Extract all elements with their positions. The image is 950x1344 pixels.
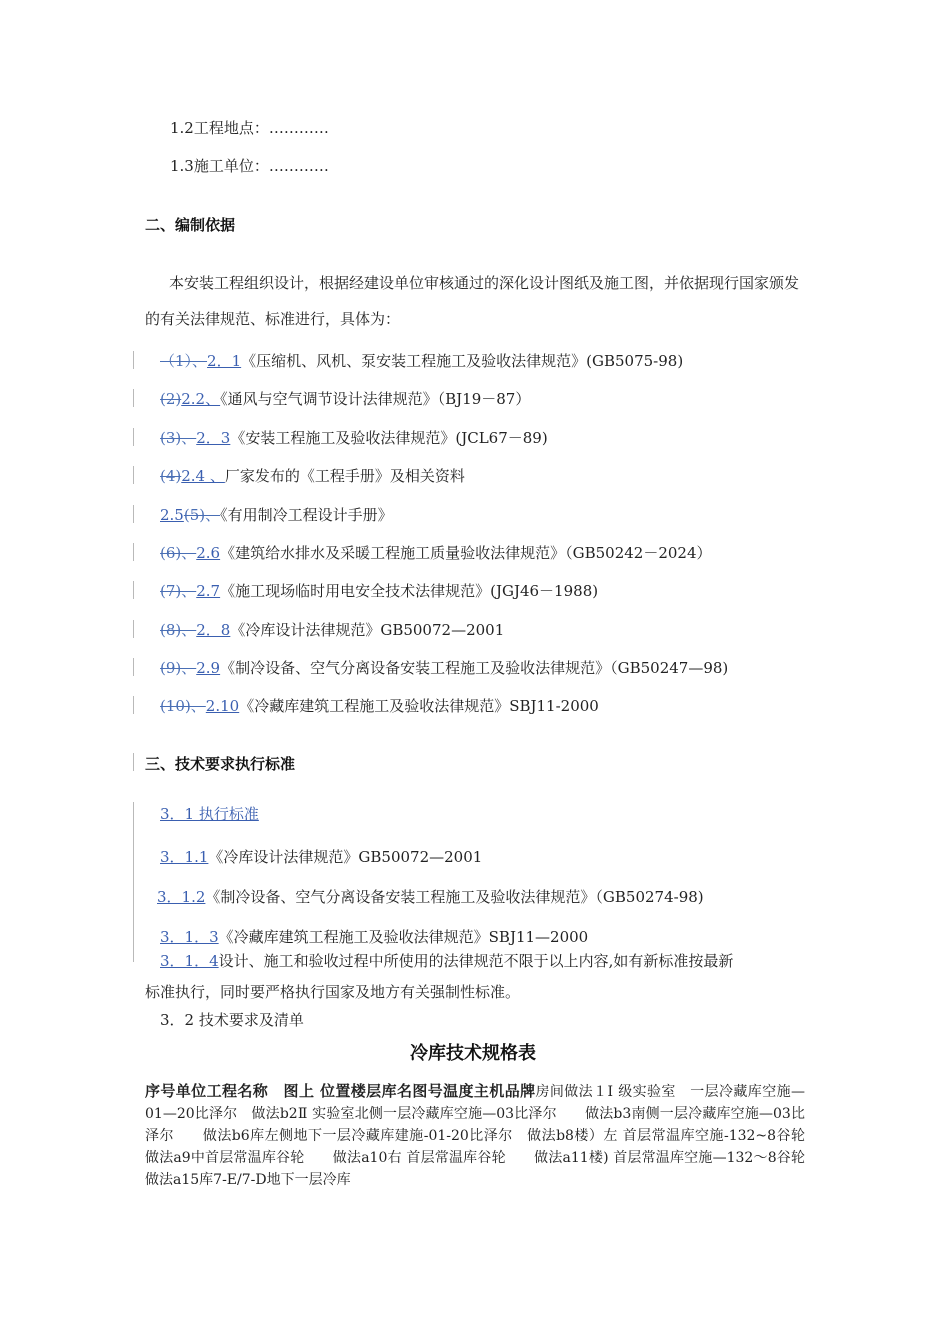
inserted-number-link[interactable]: 2.2、 — [181, 390, 221, 408]
deleted-number: (10)、 — [160, 697, 206, 715]
section-2-heading: 二、编制依据 — [145, 216, 236, 234]
item-1-2: 1.2工程地点：………… — [170, 119, 329, 137]
standard-text: 《冷藏库建筑工程施工及验收法律规范》SBJ11—2000 — [218, 928, 589, 946]
reference-text: 《压缩机、风机、泵安装工程施工及验收法律规范》(GB5075-98) — [241, 352, 684, 370]
reference-text: 厂家发布的《工程手册》及相关资料 — [224, 467, 465, 485]
deleted-number: (7)、 — [160, 582, 197, 600]
standard-number-link[interactable]: 3．1.2 — [157, 888, 206, 906]
reference-text: 《有用制冷工程设计手册》 — [220, 506, 393, 524]
revision-bar — [133, 428, 134, 446]
revision-bar — [133, 351, 134, 369]
inserted-number-link[interactable]: 2.5 — [160, 506, 184, 524]
revision-bar — [133, 466, 134, 484]
deleted-number: (2) — [160, 390, 182, 408]
reference-text: 《安装工程施工及验收法律规范》(JCL67－89) — [230, 429, 548, 447]
standard-number-link[interactable]: 3．1.1 — [160, 848, 209, 866]
reference-text: 《冷库设计法律规范》GB50072—2001 — [230, 621, 505, 639]
reference-item — [160, 504, 393, 525]
deleted-number: (9)、 — [160, 659, 197, 677]
item-3-1-4-continuation: 标准执行，同时要严格执行国家及地方有关强制性标准。 — [145, 983, 521, 1001]
standard-item — [157, 886, 704, 907]
reference-text: 《冷藏库建筑工程施工及验收法律规范》SBJ11-2000 — [239, 697, 599, 715]
revision-bar — [133, 802, 134, 962]
reference-item — [160, 657, 728, 678]
spec-table-text — [145, 1080, 833, 1191]
deleted-number: (8)、 — [160, 621, 197, 639]
table-title: 冷库技术规格表 — [410, 1043, 536, 1064]
reference-item — [160, 580, 598, 601]
deleted-number: (6)、 — [160, 544, 197, 562]
revision-bar — [133, 753, 134, 771]
reference-item — [160, 542, 712, 563]
revision-bar — [133, 543, 134, 561]
reference-item — [160, 465, 465, 486]
inserted-number-link[interactable]: 2.10 — [205, 697, 240, 715]
inserted-number-link[interactable]: 2.4 、 — [181, 467, 225, 485]
revision-bar — [133, 696, 134, 714]
reference-text: 《制冷设备、空气分离设备安装工程施工及验收法律规范》（GB50247—98) — [220, 659, 729, 677]
item-3-1-4 — [160, 950, 733, 971]
inserted-number-link[interactable]: 2.9 — [196, 659, 221, 677]
subsection-3-1-link[interactable]: 3．1 执行标准 — [160, 805, 259, 823]
reference-item — [160, 695, 599, 716]
deleted-number: (3)、 — [160, 429, 197, 447]
standard-text: 《制冷设备、空气分离设备安装工程施工及验收法律规范》（GB50274-98) — [205, 888, 704, 906]
item-3-1-4-number[interactable]: 3．1．4 — [160, 952, 219, 970]
reference-item — [160, 388, 530, 409]
spec-table-body: 房间做法１Ⅰ 级实验室 一层冷藏库空施—01—20比泽尔 做法b2Ⅱ 实验室北侧一层冷藏库空施—03比泽尔 做法b3南侧一层冷藏库空施—03比泽尔 做法b6库左侧地下一层冷藏库建施-01-20比泽尔 做法b8楼）左 首层常温库空施-132~8谷轮 做法a9中首层常温库谷轮 做法a10右 首层常温库谷轮 做法a11楼) 首层常温库空施—132～8谷轮 做法a15库7-E/7-D地下一层冷库 — [145, 1084, 833, 1188]
inserted-number-link[interactable]: 2.7 — [196, 582, 221, 600]
deleted-number: (4) — [160, 467, 182, 485]
inserted-number-link[interactable]: 2．3 — [196, 429, 231, 447]
deleted-number: (5)、 — [183, 506, 221, 524]
section-2-intro: 本安装工程组织设计，根据经建设单位审核通过的深化设计图纸及施工图，并依据现行国家颁发的有关法律规范、标准进行，具体为： — [145, 274, 800, 328]
reference-text: 《建筑给水排水及采暖工程施工质量验收法律规范》（GB50242－2024） — [220, 544, 712, 562]
revision-bar — [133, 620, 134, 638]
section-3-heading: 三、技术要求执行标准 — [145, 755, 296, 773]
standard-item — [160, 926, 588, 947]
reference-item — [160, 350, 683, 371]
spec-table-header: 序号单位工程名称 图上 位置楼层库名图号温度主机品牌 — [145, 1082, 536, 1100]
reference-text: 《通风与空气调节设计法律规范》（BJ19－87） — [220, 390, 531, 408]
reference-item — [160, 427, 548, 448]
standard-number-link[interactable]: 3．1．3 — [160, 928, 219, 946]
item-3-1-4-text-start: 设计、施工和验收过程中所使用的法律规范不限于以上内容,如有新标准按最新 — [218, 952, 734, 970]
inserted-number-link[interactable]: 2.6 — [196, 544, 221, 562]
revision-bar — [133, 581, 134, 599]
inserted-number-link[interactable]: 2．8 — [196, 621, 231, 639]
reference-text: 《施工现场临时用电安全技术法律规范》(JGJ46－1988) — [220, 582, 599, 600]
subsection-3-2: 3．2 技术要求及清单 — [160, 1011, 304, 1029]
standard-text: 《冷库设计法律规范》GB50072—2001 — [208, 848, 483, 866]
revision-bar — [133, 658, 134, 676]
reference-item — [160, 619, 504, 640]
revision-bar — [133, 389, 134, 407]
item-1-3: 1.3施工单位：………… — [170, 157, 329, 175]
inserted-number-link[interactable]: 2．1 — [207, 352, 242, 370]
standard-item — [160, 846, 482, 867]
revision-bar — [133, 505, 134, 523]
deleted-number: （1）、 — [160, 352, 208, 370]
